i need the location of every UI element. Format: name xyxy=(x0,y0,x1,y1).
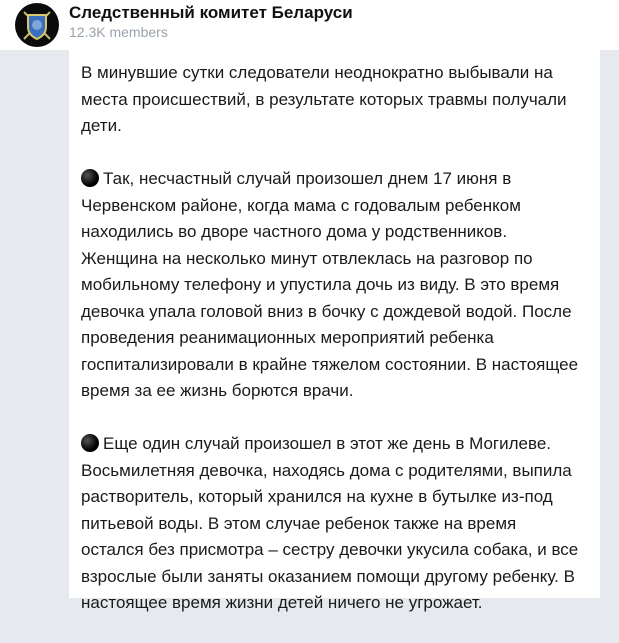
message-line: Восьмилетняя девочка, находясь дома с родителями, выпила xyxy=(81,460,572,480)
message-paragraph xyxy=(81,431,596,617)
message-line: находились во дворе частного дома у родственников. xyxy=(81,222,508,241)
message-line: проведения реанимационных мероприятий ребенка xyxy=(81,328,494,347)
member-count: 12.3K members xyxy=(69,24,168,40)
message-paragraph xyxy=(81,60,596,140)
message-line: девочка упала головой вниз в бочку с дождевой водой. После xyxy=(81,301,572,321)
message-line: Еще один случай произошел в этот же день в Могилеве. xyxy=(103,434,551,453)
message-line: питьевой воды. В этом случае ребенок также на время xyxy=(81,513,517,533)
message-line: дети. xyxy=(81,116,122,135)
emblem-icon xyxy=(15,3,59,47)
message-line: Женщина на несколько минут отвлеклась на разговор по xyxy=(81,248,533,268)
message-line: мобильному телефону и упустила дочь из виду. В это время xyxy=(81,275,560,294)
black-circle-icon xyxy=(81,434,99,452)
channel-title[interactable]: Следственный комитет Беларуси xyxy=(69,3,353,22)
message-line: госпитализировали в крайне тяжелом состоянии. В настоящее xyxy=(81,354,579,374)
channel-header[interactable] xyxy=(0,0,619,50)
message-line: время за ее жизнь борются врачи. xyxy=(81,381,354,400)
message-line: растворитель, который хранился на кухне в бутылке из-под xyxy=(81,487,553,506)
message-text xyxy=(81,60,596,643)
message-line: В минувшие сутки следователи неоднократно выбывали на xyxy=(81,63,553,82)
message-card xyxy=(69,50,600,612)
message-line: Червенском районе, когда мама с годовалым ребенком xyxy=(81,195,521,215)
black-circle-icon xyxy=(81,169,99,187)
message-line: настоящее время жизни детей ничего не угрожает. xyxy=(81,593,483,612)
message-paragraph xyxy=(81,166,596,405)
message-line: остался без присмотра – сестру девочки укусила собака, и все xyxy=(81,540,579,559)
message-line: места происшествий, в результате которых травмы получали xyxy=(81,89,567,109)
message-line: взрослые были заняты оказанием помощи другому ребенку. В xyxy=(81,566,575,586)
message-line: Так, несчастный случай произошел днем 17 июня в xyxy=(103,169,512,188)
channel-avatar[interactable] xyxy=(15,3,59,47)
